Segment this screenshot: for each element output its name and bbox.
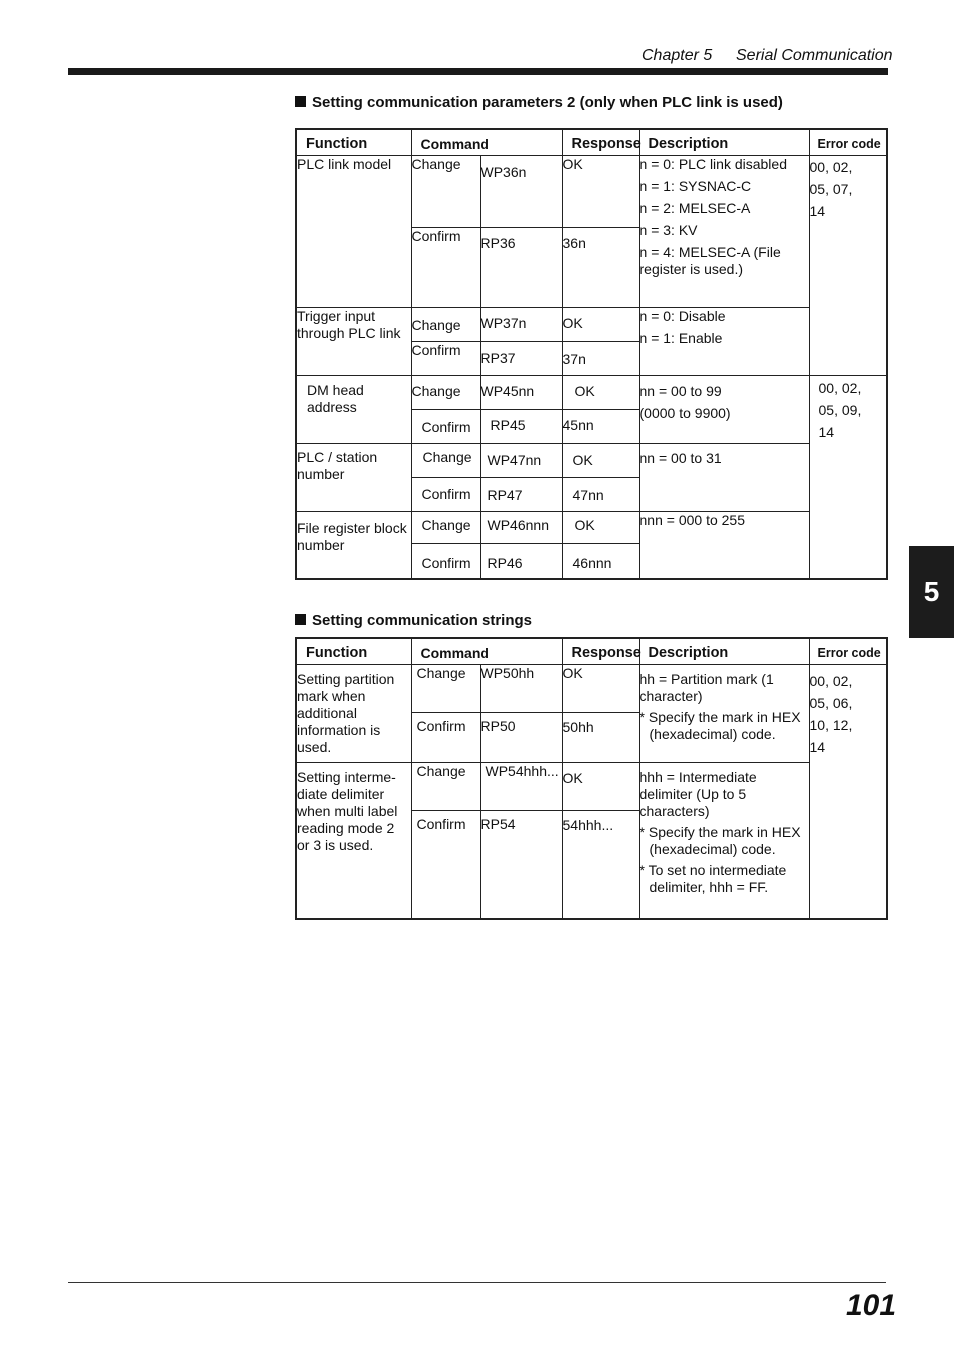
col-function: Function	[296, 638, 411, 665]
command-value: RP36	[480, 228, 562, 308]
description-line: (0000 to 9900)	[639, 405, 731, 421]
chapter-tab: 5	[909, 546, 954, 638]
description-cell	[639, 444, 809, 512]
description-line: n = 3: KV	[639, 222, 698, 238]
response-value: OK	[562, 512, 639, 544]
response-value: 37n	[562, 342, 639, 376]
strings-table	[295, 637, 888, 920]
description-line: n = 1: SYSNAC-C	[639, 178, 752, 194]
table-row	[296, 763, 887, 811]
error-code-line: 05, 09,	[818, 402, 862, 418]
command-value: RP46	[480, 544, 562, 579]
square-bullet-icon	[295, 614, 306, 625]
response-value: 54hhh...	[562, 811, 639, 919]
command-value: WP36n	[480, 156, 562, 228]
description-cell	[639, 512, 809, 579]
table-row	[296, 156, 887, 228]
col-response: Response	[562, 129, 639, 156]
command-label: Confirm	[411, 410, 480, 444]
response-value: OK	[562, 156, 639, 228]
response-value: 45nn	[562, 410, 639, 444]
col-response: Response	[562, 638, 639, 665]
description-line: n = 0: Disable	[639, 308, 726, 324]
error-code-line: 14	[809, 739, 826, 755]
function-cell: Setting partition mark when additional information is used.	[296, 665, 411, 763]
col-description: Description	[639, 638, 809, 665]
command-value: WP46nnn	[480, 512, 562, 544]
table-header-row	[296, 129, 887, 156]
command-label: Confirm	[411, 544, 480, 579]
col-command: Command	[411, 638, 562, 665]
function-cell: File register block number	[296, 512, 411, 579]
command-label: Confirm	[411, 713, 480, 763]
description-line: nn = 00 to 99	[639, 383, 722, 399]
description-note: * To set no intermediate delimiter, hhh = FF.	[639, 862, 787, 895]
description-cell	[639, 308, 809, 376]
params-table	[295, 128, 888, 580]
description-line: nnn = 000 to 255	[639, 512, 746, 528]
error-code-cell	[809, 665, 887, 919]
command-label: Change	[411, 512, 480, 544]
command-label: Confirm	[411, 342, 480, 376]
description-line: n = 1: Enable	[639, 330, 723, 346]
chapter-title: Serial Communication	[736, 47, 893, 64]
page-number: 101	[846, 1289, 897, 1322]
description-cell	[639, 763, 809, 919]
section2-title	[295, 612, 532, 629]
description-line: n = 4: MELSEC-A (File register is used.)	[639, 244, 781, 277]
description-line: hh = Partition mark (1 character)	[639, 671, 774, 704]
response-value: 47nn	[562, 478, 639, 512]
function-cell: Trigger input through PLC link	[296, 308, 411, 376]
description-note: * Specify the mark in HEX (hexadecimal) code.	[639, 709, 801, 742]
description-note: * Specify the mark in HEX (hexadecimal) code.	[639, 824, 801, 857]
error-code-line: 00, 02,	[818, 380, 862, 396]
description-line: nn = 00 to 31	[639, 450, 722, 466]
command-value: WP47nn	[480, 444, 562, 478]
command-label: Change	[411, 763, 480, 811]
table-header-row	[296, 638, 887, 665]
description-line: n = 0: PLC link disabled	[639, 156, 787, 172]
function-cell: PLC / station number	[296, 444, 411, 512]
table-row	[296, 376, 887, 410]
square-bullet-icon	[295, 96, 306, 107]
response-value: OK	[562, 308, 639, 342]
function-cell: DM head address	[296, 376, 411, 444]
command-value: RP45	[480, 410, 562, 444]
command-value: RP47	[480, 478, 562, 512]
command-value: RP37	[480, 342, 562, 376]
section1-title	[295, 94, 783, 111]
function-cell: PLC link model	[296, 156, 411, 308]
col-description: Description	[639, 129, 809, 156]
error-code-line: 05, 06,	[809, 695, 853, 711]
command-label: Confirm	[411, 478, 480, 512]
table-row	[296, 512, 887, 544]
command-value: WP54hhh...	[480, 763, 562, 811]
command-label: Change	[411, 156, 480, 228]
error-code-line: 05, 07,	[809, 181, 853, 197]
error-code-cell	[809, 376, 887, 579]
section1-title-text: Setting communication parameters 2 (only when PLC link is used)	[312, 94, 783, 111]
chapter-label: Chapter 5	[642, 47, 713, 64]
error-code-line: 00, 02,	[809, 159, 853, 175]
response-value: OK	[562, 763, 639, 811]
response-value: 50hh	[562, 713, 639, 763]
command-label: Confirm	[411, 811, 480, 919]
response-value: 46nnn	[562, 544, 639, 579]
response-value: OK	[562, 665, 639, 713]
header-rule	[68, 68, 888, 75]
table-row	[296, 308, 887, 342]
description-line: hhh = Intermediate delimiter (Up to 5 characters)	[639, 769, 757, 819]
description-line: n = 2: MELSEC-A	[639, 200, 751, 216]
col-function: Function	[296, 129, 411, 156]
command-label: Change	[411, 308, 480, 342]
response-value: OK	[562, 444, 639, 478]
command-label: Change	[411, 376, 480, 410]
section2-title-text: Setting communication strings	[312, 612, 533, 629]
command-value: WP45nn	[480, 376, 562, 410]
error-code-line: 10, 12,	[809, 717, 853, 733]
col-command: Command	[411, 129, 562, 156]
response-value: 36n	[562, 228, 639, 308]
error-code-line: 14	[818, 424, 835, 440]
command-label: Change	[411, 444, 480, 478]
description-cell	[639, 156, 809, 308]
function-cell: Setting interme-diate delimiter when multi label reading mode 2 or 3 is used.	[296, 763, 411, 919]
command-value: WP50hh	[480, 665, 562, 713]
footer-rule	[68, 1282, 886, 1283]
col-error-code: Error code	[809, 638, 887, 665]
col-error-code: Error code	[809, 129, 887, 156]
command-label: Change	[411, 665, 480, 713]
response-value: OK	[562, 376, 639, 410]
error-code-cell	[809, 156, 887, 376]
command-label: Confirm	[411, 228, 480, 308]
table-row	[296, 444, 887, 478]
error-code-line: 00, 02,	[809, 673, 853, 689]
error-code-line: 14	[809, 203, 826, 219]
command-value: RP50	[480, 713, 562, 763]
command-value: WP37n	[480, 308, 562, 342]
table-row	[296, 665, 887, 713]
command-value: RP54	[480, 811, 562, 919]
description-cell	[639, 376, 809, 444]
description-cell	[639, 665, 809, 763]
